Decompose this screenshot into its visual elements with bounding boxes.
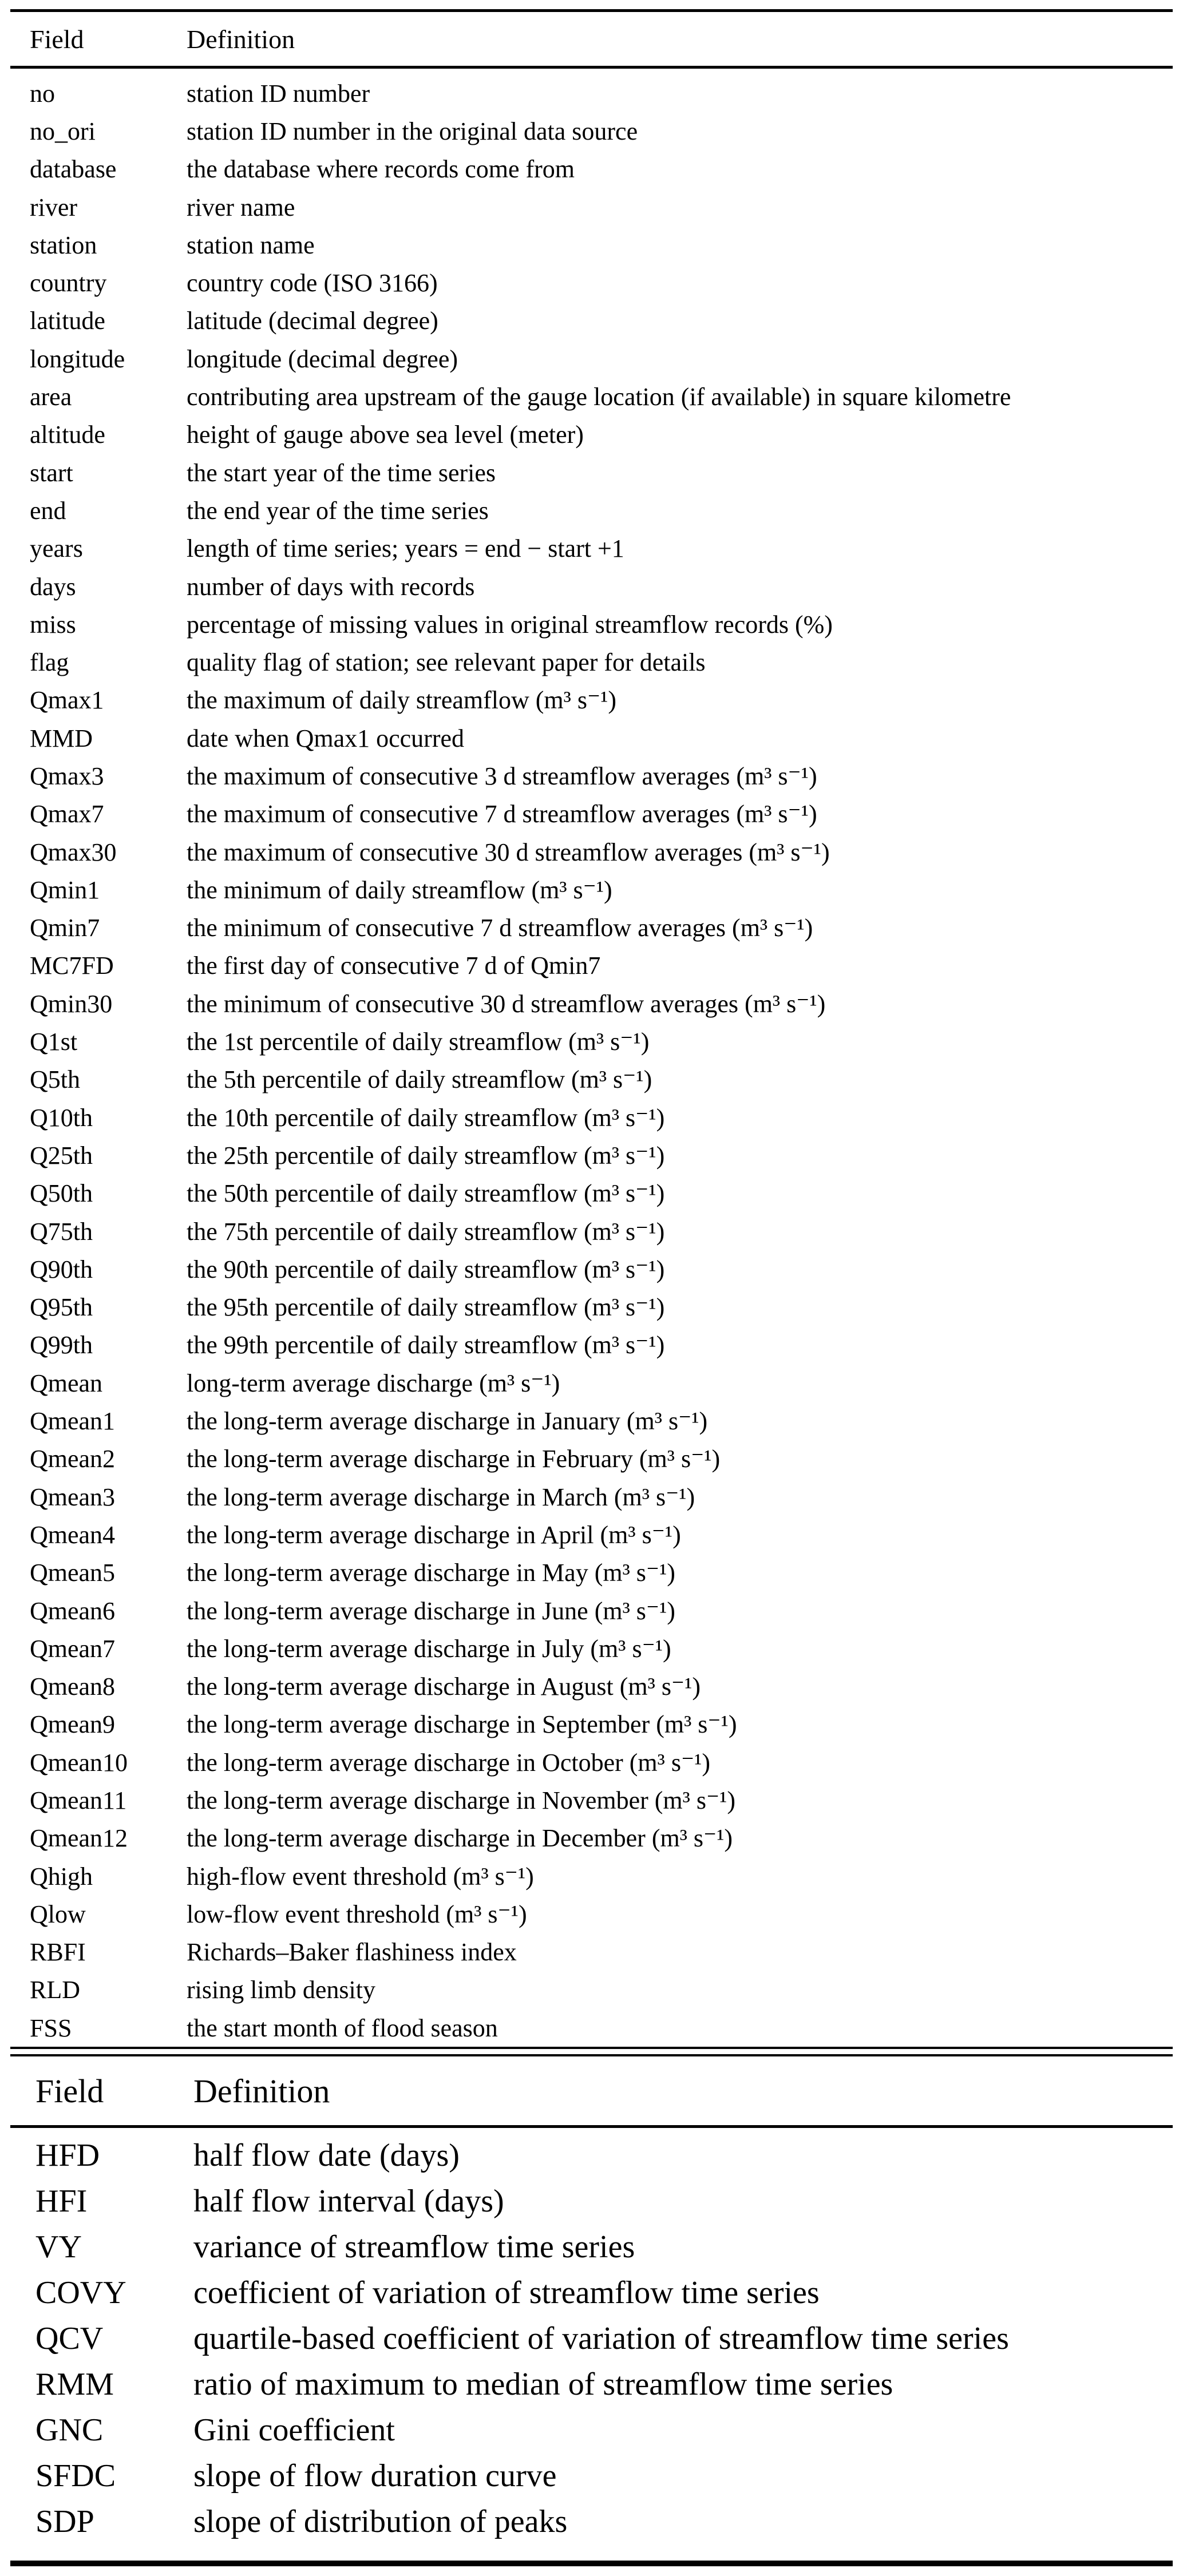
field-cell: river xyxy=(30,193,78,221)
field-cell: country xyxy=(30,269,107,298)
field-cell: RMM xyxy=(35,2367,114,2403)
field-cell: Q10th xyxy=(30,1103,93,1132)
definition-cell: the 1st percentile of daily streamflow (m³ s⁻¹) xyxy=(187,1028,650,1056)
definition-cell: the maximum of consecutive 3 d streamflow averages (m³ s⁻¹) xyxy=(187,762,817,790)
field-cell: VY xyxy=(35,2229,82,2265)
field-cell: Qmean2 xyxy=(30,1445,116,1473)
table-row xyxy=(0,188,1183,226)
definition-cell: Richards–Baker flashiness index xyxy=(187,1938,517,1967)
table-row xyxy=(0,719,1183,757)
table-row xyxy=(0,2361,1183,2407)
definition-cell: the long-term average discharge in September (m³ s⁻¹) xyxy=(187,1710,737,1739)
definition-cell: the long-term average discharge in August (m³ s⁻¹) xyxy=(187,1673,701,1701)
table-row xyxy=(0,1933,1183,1971)
definition-cell: the first day of consecutive 7 d of Qmin7 xyxy=(187,952,601,980)
definition-cell: the long-term average discharge in March (m³ s⁻¹) xyxy=(187,1483,695,1511)
table2-body xyxy=(0,2128,1183,2545)
table1-header-definition: Definition xyxy=(187,24,295,54)
table-row xyxy=(0,1781,1183,1819)
table-row xyxy=(0,871,1183,909)
definition-cell: the long-term average discharge in June (m³ s⁻¹) xyxy=(187,1596,675,1625)
field-cell: Qlow xyxy=(30,1900,86,1928)
table-row xyxy=(0,1743,1183,1781)
field-cell: Q5th xyxy=(30,1065,80,1094)
table-row xyxy=(0,340,1183,378)
definition-cell: the 25th percentile of daily streamflow (m³ s⁻¹) xyxy=(187,1141,665,1170)
table-row xyxy=(0,416,1183,454)
definition-cell: rising limb density xyxy=(187,1976,375,2004)
field-cell: years xyxy=(30,534,83,563)
definition-cell: slope of flow duration curve xyxy=(193,2458,557,2494)
table2-header-definition: Definition xyxy=(193,2072,330,2110)
table-row xyxy=(0,226,1183,264)
definition-cell: the long-term average discharge in November (m³ s⁻¹) xyxy=(187,1786,736,1814)
definition-cell: half flow date (days) xyxy=(193,2138,460,2174)
definition-cell: the start month of flood season xyxy=(187,2014,498,2042)
definition-cell: the 95th percentile of daily streamflow (m³ s⁻¹) xyxy=(187,1293,665,1322)
field-cell: Qmean4 xyxy=(30,1520,116,1549)
table-row xyxy=(0,605,1183,643)
field-cell: Qmax7 xyxy=(30,800,104,829)
tables-separator-double-rule xyxy=(10,2047,1173,2056)
field-cell: MC7FD xyxy=(30,952,114,980)
definition-cell: river name xyxy=(187,193,295,221)
table-row xyxy=(0,1516,1183,1553)
definition-cell: the long-term average discharge in February (m³ s⁻¹) xyxy=(187,1445,721,1473)
field-cell: database xyxy=(30,155,117,184)
field-cell: longitude xyxy=(30,344,125,373)
field-cell: Q99th xyxy=(30,1331,93,1360)
definition-cell: quartile-based coefficient of variation of streamflow time series xyxy=(193,2321,1009,2357)
table-row xyxy=(0,112,1183,150)
definition-cell: the minimum of daily streamflow (m³ s⁻¹) xyxy=(187,875,612,904)
definition-cell: the database where records come from xyxy=(187,155,575,184)
table-row xyxy=(0,2270,1183,2316)
table-row xyxy=(0,2407,1183,2453)
table-row xyxy=(0,681,1183,719)
field-cell: Qmean8 xyxy=(30,1673,116,1701)
definition-cell: the 5th percentile of daily streamflow (m³ s⁻¹) xyxy=(187,1065,652,1094)
field-cell: RBFI xyxy=(30,1938,86,1967)
definition-cell: the long-term average discharge in October (m³ s⁻¹) xyxy=(187,1748,711,1777)
table-row xyxy=(0,1023,1183,1060)
definition-cell: the minimum of consecutive 7 d streamflow averages (m³ s⁻¹) xyxy=(187,914,813,942)
field-cell: area xyxy=(30,383,72,411)
field-cell: no_ori xyxy=(30,117,96,145)
table-row xyxy=(0,833,1183,871)
field-cell: latitude xyxy=(30,307,105,335)
table-row xyxy=(0,909,1183,947)
field-cell: Qmin1 xyxy=(30,875,100,904)
table-row xyxy=(0,264,1183,302)
definition-cell: the start year of the time series xyxy=(187,458,496,487)
field-cell: start xyxy=(30,458,73,487)
field-cell: Q50th xyxy=(30,1179,93,1208)
definition-cell: half flow interval (days) xyxy=(193,2183,504,2220)
table-row xyxy=(0,1440,1183,1478)
field-cell: GNC xyxy=(35,2412,104,2448)
field-cell: FSS xyxy=(30,2014,72,2042)
table-row xyxy=(0,985,1183,1023)
table-row xyxy=(0,2009,1183,2047)
definition-cell: slope of distribution of peaks xyxy=(193,2504,568,2540)
definition-cell: the maximum of consecutive 30 d streamflow averages (m³ s⁻¹) xyxy=(187,838,830,866)
table-row xyxy=(0,1326,1183,1364)
field-cell: Q95th xyxy=(30,1293,93,1322)
definition-cell: the 75th percentile of daily streamflow (m³ s⁻¹) xyxy=(187,1217,665,1246)
field-cell: Q90th xyxy=(30,1255,93,1283)
table-row xyxy=(0,1857,1183,1895)
field-cell: altitude xyxy=(30,421,105,449)
table-row xyxy=(0,2133,1183,2178)
field-cell: MMD xyxy=(30,724,93,752)
field-cell: Qmean1 xyxy=(30,1407,116,1436)
table1-body xyxy=(0,69,1183,2047)
field-cell: SFDC xyxy=(35,2458,116,2494)
definition-cell: station ID number in the original data source xyxy=(187,117,638,145)
table-row xyxy=(0,757,1183,795)
table-row xyxy=(0,1667,1183,1705)
definition-cell: coefficient of variation of streamflow time series xyxy=(193,2275,820,2311)
table-row xyxy=(0,1061,1183,1099)
table-row xyxy=(0,1289,1183,1326)
definition-cell: high-flow event threshold (m³ s⁻¹) xyxy=(187,1862,534,1891)
table-row xyxy=(0,378,1183,415)
field-cell: Qmean5 xyxy=(30,1559,116,1587)
field-cell: Qmean6 xyxy=(30,1596,116,1625)
field-cell: RLD xyxy=(30,1976,80,2004)
table-row xyxy=(0,492,1183,529)
definition-cell: the long-term average discharge in April (m³ s⁻¹) xyxy=(187,1520,681,1549)
table-row xyxy=(0,1820,1183,1857)
table-row xyxy=(0,2316,1183,2361)
definition-cell: latitude (decimal degree) xyxy=(187,307,438,335)
field-cell: Q25th xyxy=(30,1141,93,1170)
field-cell: QCV xyxy=(35,2321,104,2357)
table-row xyxy=(0,454,1183,492)
field-cell: Qmean9 xyxy=(30,1710,116,1739)
field-cell: Qmax1 xyxy=(30,686,104,715)
table-row xyxy=(0,1099,1183,1136)
definition-cell: number of days with records xyxy=(187,572,475,601)
table-row xyxy=(0,2499,1183,2545)
definition-cell: the 99th percentile of daily streamflow (m³ s⁻¹) xyxy=(187,1331,665,1360)
field-cell: SDP xyxy=(35,2504,94,2540)
table-row xyxy=(0,1478,1183,1516)
field-cell: no xyxy=(30,79,55,108)
definition-cell: the long-term average discharge in December (m³ s⁻¹) xyxy=(187,1824,733,1853)
table-row xyxy=(0,643,1183,681)
table-row xyxy=(0,1402,1183,1440)
definition-cell: quality flag of station; see relevant paper for details xyxy=(187,648,706,677)
field-cell: Q1st xyxy=(30,1028,78,1056)
table-row xyxy=(0,2178,1183,2224)
definition-cell: the 50th percentile of daily streamflow (m³ s⁻¹) xyxy=(187,1179,665,1208)
field-cell: Qmean11 xyxy=(30,1786,127,1814)
definition-cell: long-term average discharge (m³ s⁻¹) xyxy=(187,1369,560,1397)
table-row xyxy=(0,947,1183,985)
definition-cell: the long-term average discharge in July (m³ s⁻¹) xyxy=(187,1634,671,1663)
field-definition-table-2 xyxy=(0,2056,1183,2566)
definition-cell: ratio of maximum to median of streamflow time series xyxy=(193,2367,893,2403)
table-row xyxy=(0,2453,1183,2499)
definition-cell: height of gauge above sea level (meter) xyxy=(187,421,584,449)
field-cell: miss xyxy=(30,610,76,639)
field-cell: flag xyxy=(30,648,69,677)
table-row xyxy=(0,1175,1183,1212)
definition-cell: low-flow event threshold (m³ s⁻¹) xyxy=(187,1900,527,1928)
definition-cell: length of time series; years = end − start +1 xyxy=(187,534,624,563)
table-row xyxy=(0,1364,1183,1402)
table2-header-field: Field xyxy=(35,2072,104,2110)
field-cell: Q75th xyxy=(30,1217,93,1246)
table-row xyxy=(0,1250,1183,1288)
definition-cell: longitude (decimal degree) xyxy=(187,344,458,373)
definition-cell: the long-term average discharge in May (m³ s⁻¹) xyxy=(187,1559,675,1587)
table-row xyxy=(0,302,1183,340)
field-cell: station xyxy=(30,231,97,259)
definition-cell: the maximum of consecutive 7 d streamflow averages (m³ s⁻¹) xyxy=(187,800,817,829)
definition-cell: the maximum of daily streamflow (m³ s⁻¹) xyxy=(187,686,617,715)
table1-header-row xyxy=(0,12,1183,66)
field-cell: end xyxy=(30,496,66,525)
table-row xyxy=(0,2224,1183,2270)
table-row xyxy=(0,150,1183,188)
definition-cell: the long-term average discharge in January (m³ s⁻¹) xyxy=(187,1407,708,1436)
table-row xyxy=(0,1706,1183,1743)
table-row xyxy=(0,795,1183,833)
definition-cell: the end year of the time series xyxy=(187,496,489,525)
field-cell: Qmean xyxy=(30,1369,103,1397)
table-row xyxy=(0,530,1183,568)
field-cell: COVY xyxy=(35,2275,126,2311)
definition-cell: the minimum of consecutive 30 d streamflow averages (m³ s⁻¹) xyxy=(187,989,826,1018)
table-row xyxy=(0,1592,1183,1630)
field-cell: Qmean7 xyxy=(30,1634,116,1663)
table-row xyxy=(0,74,1183,112)
definition-cell: the 10th percentile of daily streamflow (m³ s⁻¹) xyxy=(187,1103,665,1132)
field-cell: Qmin30 xyxy=(30,989,113,1018)
definition-cell: station name xyxy=(187,231,315,259)
field-cell: Qhigh xyxy=(30,1862,93,1891)
table-row xyxy=(0,1895,1183,1933)
field-cell: HFD xyxy=(35,2138,100,2174)
field-cell: Qmean10 xyxy=(30,1748,128,1777)
field-cell: HFI xyxy=(35,2183,88,2220)
field-cell: Qmean3 xyxy=(30,1483,116,1511)
table-row xyxy=(0,1971,1183,2009)
definition-cell: country code (ISO 3166) xyxy=(187,269,438,298)
table-row xyxy=(0,1136,1183,1174)
field-cell: days xyxy=(30,572,76,601)
field-definition-table-1 xyxy=(0,9,1183,2047)
definition-cell: date when Qmax1 occurred xyxy=(187,724,465,752)
definition-cell: Gini coefficient xyxy=(193,2412,395,2448)
field-cell: Qmax3 xyxy=(30,762,104,790)
field-cell: Qmax30 xyxy=(30,838,117,866)
table2-header-row xyxy=(0,2056,1183,2125)
definition-cell: variance of streamflow time series xyxy=(193,2229,635,2265)
table-row xyxy=(0,568,1183,605)
definition-cell: station ID number xyxy=(187,79,370,108)
table-row xyxy=(0,1554,1183,1592)
field-cell: Qmin7 xyxy=(30,914,100,942)
definition-cell: contributing area upstream of the gauge location (if available) in square kilometre xyxy=(187,383,1011,411)
table-row xyxy=(0,1212,1183,1250)
definition-cell: the 90th percentile of daily streamflow (m³ s⁻¹) xyxy=(187,1255,665,1283)
definition-cell: percentage of missing values in original streamflow records (%) xyxy=(187,610,833,639)
field-cell: Qmean12 xyxy=(30,1824,128,1853)
table2-bottom-rule xyxy=(10,2561,1173,2566)
table1-header-field: Field xyxy=(30,24,84,54)
table-row xyxy=(0,1630,1183,1667)
